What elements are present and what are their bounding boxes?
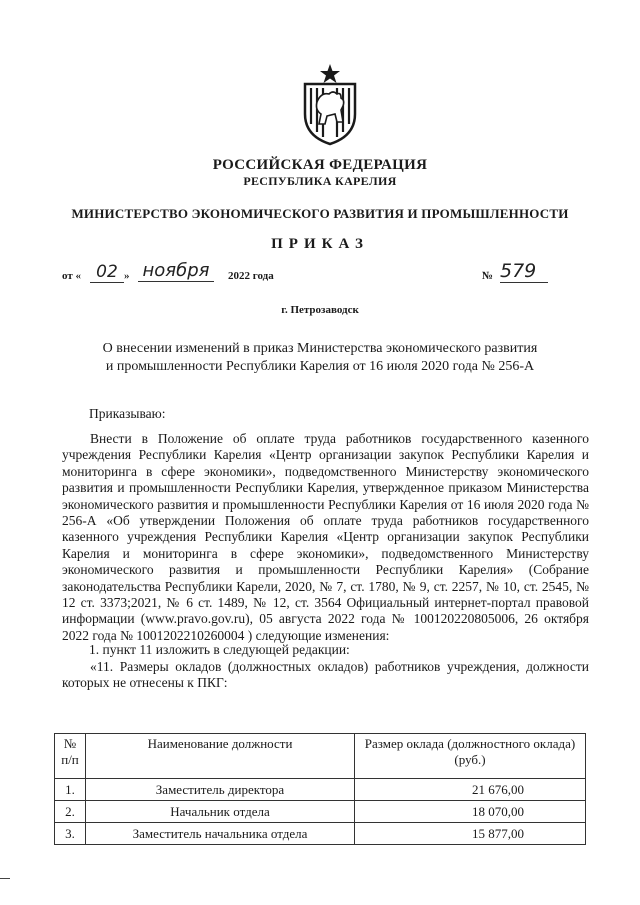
table-cell-salary: 21 676,00 bbox=[355, 779, 586, 801]
table-cell-position: Заместитель директора bbox=[86, 779, 355, 801]
table-cell-number: 3. bbox=[55, 823, 86, 845]
city-line: г. Петрозаводск bbox=[281, 304, 359, 316]
doc-type-heading: ПРИКАЗ bbox=[271, 236, 369, 252]
quote-paragraph: «11. Размеры окладов (должностных окладов) работников учреждения, должности которых не отнесены к ПКГ: bbox=[62, 659, 589, 691]
country-heading: РОССИЙСКАЯ ФЕДЕРАЦИЯ bbox=[212, 157, 428, 173]
coat-of-arms-karelia-icon bbox=[297, 62, 363, 146]
number-label: № bbox=[482, 270, 494, 282]
salary-table bbox=[54, 733, 586, 845]
table-cell-salary: 15 877,00 bbox=[355, 823, 586, 845]
table-header-cell: Наименование должности bbox=[86, 734, 355, 779]
table-cell-position: Заместитель начальника отдела bbox=[86, 823, 355, 845]
date-number-line bbox=[62, 262, 582, 290]
table-row bbox=[55, 823, 586, 845]
date-prefix: от « bbox=[62, 270, 82, 282]
table-cell-number: 2. bbox=[55, 801, 86, 823]
date-day: 02 bbox=[90, 262, 124, 283]
item-1-paragraph: 1. пункт 11 изложить в следующей редакции: bbox=[89, 642, 350, 657]
ministry-heading: МИНИСТЕРСТВО ЭКОНОМИЧЕСКОГО РАЗВИТИЯ И ПРОМЫШЛЕННОСТИ bbox=[71, 206, 569, 221]
table-cell-number: 1. bbox=[55, 779, 86, 801]
order-subject: О внесении изменений в приказ Министерства экономического развития и промышленности Республики Карелия от 16 июля 2020 года № 256-А bbox=[102, 341, 538, 374]
order-word: Приказываю: bbox=[89, 406, 166, 421]
table-header-cell: № п/п bbox=[55, 734, 86, 779]
republic-heading: РЕСПУБЛИКА КАРЕЛИЯ bbox=[243, 174, 397, 188]
table-row bbox=[55, 801, 586, 823]
table-cell-position: Начальник отдела bbox=[86, 801, 355, 823]
main-paragraph: Внести в Положение об оплате труда работников государственного казенного учреждения Республики Карелия «Центр организации закупок Республики Карелия и мониторинга в сфере экономики», подведомственного Министерству экономического развития и промышленности Республики Карелия, утвержденное приказом Министерства экономического развития и промышленности Республики Карелия от 16 июля 2020 года № 256-А «Об утверждении Положения об оплате труда работников государственного казенного учреждения Республики Карелия «Центр организации закупок Республики Карелия и мониторинга в сфере экономики», подведомственного Министерству экономического развития и промышленности Республики Карелия» (Собрание законодательства Республики Карели, 2020, № 7, ст. 1780, № 9, ст. 2257, № 10, ст. 2545, № 12 ст. 3373;2021, № 6 ст. 1489, № 12, ст. 3564 Официальный интернет-портал правовой информации (www.pravo.gov.ru), 05 августа 2022 года № 100120220805006, 26 октября 2022 года № 1001202210260004 ) следующие изменения: bbox=[62, 431, 589, 643]
margin-mark bbox=[0, 878, 10, 879]
date-month: ноября bbox=[138, 260, 214, 282]
table-header-cell: Размер оклада (должностного оклада) (руб.) bbox=[355, 734, 586, 779]
table-row bbox=[55, 779, 586, 801]
order-number: 579 bbox=[500, 260, 548, 283]
date-year: 2022 года bbox=[228, 270, 274, 282]
table-cell-salary: 18 070,00 bbox=[355, 801, 586, 823]
table-header-row bbox=[55, 734, 586, 779]
date-quote: » bbox=[124, 270, 130, 282]
